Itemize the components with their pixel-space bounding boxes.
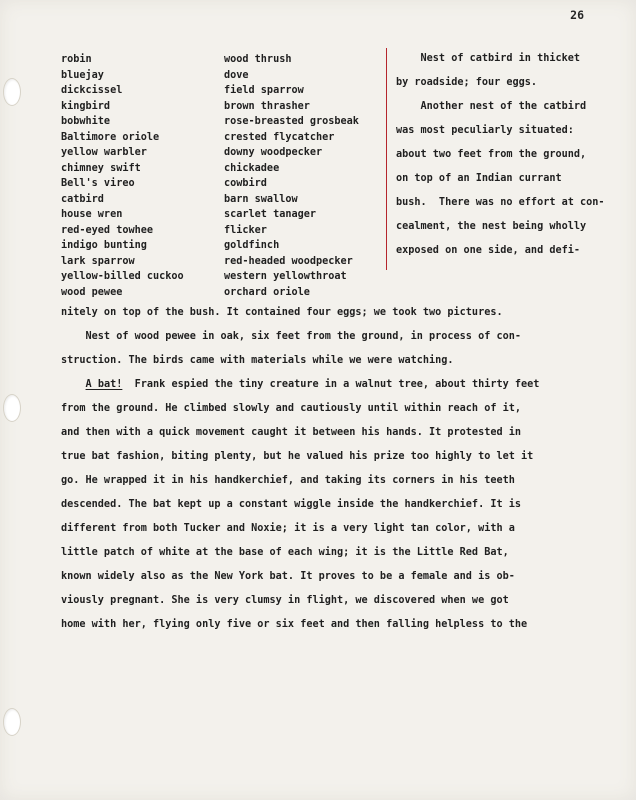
bird-list-item: Baltimore oriole bbox=[61, 131, 160, 143]
body-line: from the ground. He climbed slowly and cautiously until within reach of it, bbox=[61, 403, 522, 414]
body-line: struction. The birds came with materials while we were watching. bbox=[61, 355, 454, 366]
bird-list-item: red-eyed towhee bbox=[61, 224, 154, 236]
bird-list-item: bluejay bbox=[61, 69, 104, 81]
margin-rule bbox=[386, 48, 387, 270]
bat-heading: A bat! bbox=[85, 379, 123, 390]
side-note-line: on top of an Indian currant bbox=[396, 173, 562, 184]
bird-list-item: catbird bbox=[61, 193, 104, 205]
bird-list-item: red-headed woodpecker bbox=[224, 255, 353, 267]
page-number: 26 bbox=[570, 8, 584, 22]
side-note-line: about two feet from the ground, bbox=[396, 149, 587, 160]
bird-list-item: Bell's vireo bbox=[61, 178, 135, 189]
bird-list-item: house wren bbox=[61, 209, 123, 220]
bird-list-item: chickadee bbox=[224, 162, 280, 174]
body-line: viously pregnant. She is very clumsy in flight, we discovered when we got bbox=[61, 595, 509, 606]
punch-hole bbox=[3, 394, 21, 422]
body-line: go. He wrapped it in his handkerchief, and taking its corners in his teeth bbox=[61, 475, 515, 486]
side-note-line: Nest of catbird in thicket bbox=[396, 53, 581, 64]
bird-list-left bbox=[61, 52, 184, 300]
body-line: Nest of wood pewee in oak, six feet from the ground, in process of con- bbox=[61, 331, 522, 342]
bird-list-item: chimney swift bbox=[61, 162, 141, 174]
body-line: true bat fashion, biting plenty, but he valued his prize too highly to let it bbox=[61, 451, 534, 462]
bird-list-item: bobwhite bbox=[61, 116, 111, 127]
body-line: and then with a quick movement caught it between his hands. It protested in bbox=[61, 427, 522, 438]
bird-list-item: goldfinch bbox=[224, 240, 280, 251]
bird-list-item: barn swallow bbox=[224, 193, 298, 205]
bird-list-item: yellow-billed cuckoo bbox=[61, 271, 184, 282]
bird-list-right bbox=[224, 52, 359, 300]
bird-list-item: western yellowthroat bbox=[224, 271, 347, 282]
bird-list-item: wood thrush bbox=[224, 54, 292, 65]
side-note-line: was most peculiarly situated: bbox=[396, 125, 574, 136]
bird-list-item: brown thrasher bbox=[224, 100, 310, 112]
bird-list-item: orchard oriole bbox=[224, 286, 310, 298]
bird-list-item: downy woodpecker bbox=[224, 147, 323, 158]
body-line bbox=[61, 373, 631, 397]
bird-list-item: lark sparrow bbox=[61, 255, 135, 267]
punch-hole bbox=[3, 78, 21, 106]
bird-list-item: scarlet tanager bbox=[224, 209, 317, 220]
bird-list-item: dickcissel bbox=[61, 85, 123, 96]
punch-hole bbox=[3, 708, 21, 736]
body-line: home with her, flying only five or six feet and then falling helpless to the bbox=[61, 619, 528, 630]
side-note-line: Another nest of the catbird bbox=[396, 101, 587, 112]
side-note-line: by roadside; four eggs. bbox=[396, 77, 538, 88]
bird-list-item: rose-breasted grosbeak bbox=[224, 116, 359, 127]
side-note-line: exposed on one side, and defi- bbox=[396, 245, 581, 256]
body-line: nitely on top of the bush. It contained four eggs; we took two pictures. bbox=[61, 307, 503, 318]
bird-list-item: yellow warbler bbox=[61, 147, 147, 158]
side-note-line: bush. There was no effort at con- bbox=[396, 197, 605, 208]
body-line: descended. The bat kept up a constant wiggle inside the handkerchief. It is bbox=[61, 499, 522, 510]
bird-list-item: robin bbox=[61, 54, 92, 65]
side-note bbox=[396, 47, 636, 263]
body-line: different from both Tucker and Noxie; it is a very light tan color, with a bbox=[61, 523, 515, 534]
bird-list-item: flicker bbox=[224, 224, 267, 236]
body-text bbox=[61, 301, 631, 637]
bird-list-item: field sparrow bbox=[224, 85, 304, 96]
side-note-line: cealment, the nest being wholly bbox=[396, 221, 587, 232]
bird-list-item: kingbird bbox=[61, 100, 111, 112]
bird-list-item: indigo bunting bbox=[61, 240, 147, 251]
body-line-text: Frank espied the tiny creature in a walnut tree, about thirty feet bbox=[134, 379, 540, 390]
bird-list-item: dove bbox=[224, 69, 249, 81]
bird-list-item: crested flycatcher bbox=[224, 131, 335, 143]
bird-list-item: wood pewee bbox=[61, 286, 123, 298]
body-line: known widely also as the New York bat. It proves to be a female and is ob- bbox=[61, 571, 515, 582]
bird-list-item: cowbird bbox=[224, 178, 267, 189]
body-line: little patch of white at the base of each wing; it is the Little Red Bat, bbox=[61, 547, 509, 558]
